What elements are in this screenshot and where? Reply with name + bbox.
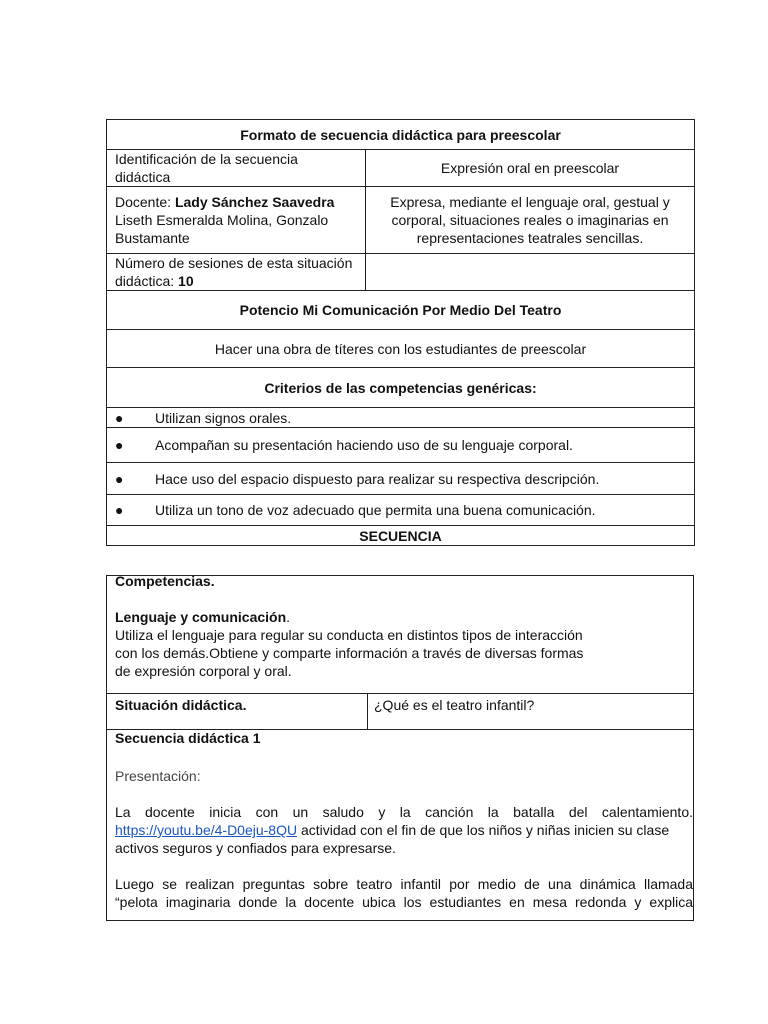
teacher-label: Docente:	[115, 194, 175, 210]
bullet-icon: ●	[115, 470, 124, 487]
competency-area: Lenguaje y comunicación	[115, 609, 287, 625]
criteria-item: ● Utiliza un tono de voz adecuado que permita una buena comunicación.	[107, 495, 695, 526]
identification-label: Identificación de la secuencia didáctica	[107, 150, 366, 187]
competency-text: de expresión corporal y oral.	[115, 663, 292, 679]
didactic-sequence-table	[106, 575, 694, 921]
bullet-icon: ●	[115, 409, 124, 426]
project-description: Hacer una obra de títeres con los estudiantes de preescolar	[107, 330, 695, 368]
criteria-item: ● Utilizan signos orales.	[107, 408, 695, 428]
criteria-item: ● Hace uso del espacio dispuesto para realizar su respectiva descripción.	[107, 463, 695, 495]
paragraph-line: activos seguros y confiados para expresarse.	[115, 840, 396, 856]
presentation-label: Presentación:	[115, 768, 201, 784]
sequence-section	[107, 729, 693, 911]
paragraph-line: Luego se realizan preguntas sobre teatro infantil por medio de una dinámica llamada	[115, 876, 693, 892]
competencies-section: Competencias. Lenguaje y comunicación. Utiliza el lenguaje para regular su conducta en distintos tipos de interacción con los demás.Obtiene y comparte información a través de diversas formas de expresión corporal y oral.	[107, 576, 693, 694]
situation-label: Situación didáctica.	[107, 694, 368, 729]
sessions-cell	[107, 254, 366, 291]
situation-value: ¿Qué es el teatro infantil?	[374, 697, 535, 713]
criteria-item: ● Acompañan su presentación haciendo uso de su lenguaje corporal.	[107, 428, 695, 463]
table-title: Formato de secuencia didáctica para preescolar	[107, 120, 695, 150]
project-title: Potencio Mi Comunicación Por Medio Del Teatro	[107, 291, 695, 330]
situation-row	[107, 694, 693, 730]
video-link[interactable]: https://youtu.be/4-D0eju-8QU	[115, 822, 298, 838]
sequence-title: Secuencia didáctica 1	[115, 730, 261, 746]
sessions-value: 10	[178, 273, 194, 289]
paragraph-line: “pelota imaginaria donde la docente ubica los estudiantes en mesa redonda y explica	[115, 894, 693, 910]
sessions-empty-cell	[366, 254, 695, 291]
paragraph-line: https://youtu.be/4-D0eju-8QU actividad con el fin de que los niños y niñas inicien su clase	[115, 822, 670, 838]
competency-text: Utiliza el lenguaje para regular su conducta en distintos tipos de interacción	[115, 627, 583, 643]
competencies-title: Competencias.	[115, 576, 215, 589]
criteria-title: Criterios de las competencias genéricas:	[107, 368, 695, 408]
teacher-name: Lady Sánchez Saavedra	[174, 194, 335, 210]
sequence-format-table	[106, 119, 695, 546]
sequence-label: SECUENCIA	[107, 526, 695, 546]
teacher-cell	[107, 187, 366, 254]
sessions-label: Número de sesiones de esta situación didáctica:	[115, 255, 353, 289]
competency-text: con los demás.Obtiene y comparte información a través de diversas formas	[115, 645, 584, 661]
identification-value: Expresión oral en preescolar	[366, 150, 695, 187]
bullet-icon: ●	[115, 437, 124, 453]
bullet-icon: ●	[115, 502, 124, 518]
teacher-competence: Expresa, mediante el lenguaje oral, gestual y corporal, situaciones reales o imaginarias en representaciones teatrales sencillas.	[366, 187, 695, 254]
paragraph-line: La docente inicia con un saludo y la canción la batalla del calentamiento.	[115, 804, 693, 820]
teacher-others: Liseth Esmeralda Molina, Gonzalo Bustamante	[115, 212, 329, 246]
